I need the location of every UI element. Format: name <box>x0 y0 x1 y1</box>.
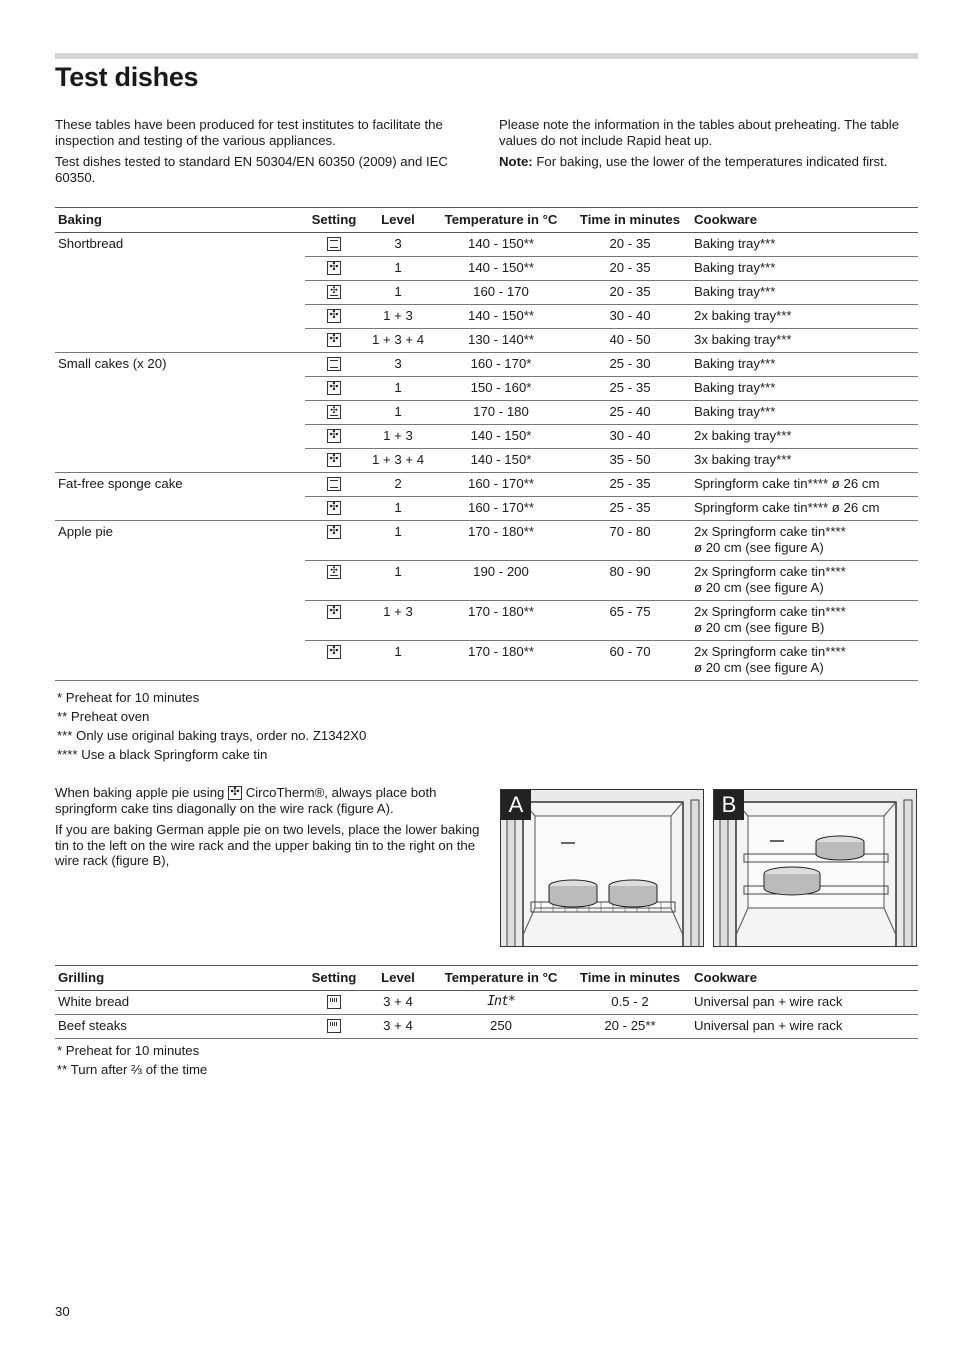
dish-name <box>55 425 305 449</box>
column-header: Grilling <box>55 966 305 991</box>
table-row <box>55 497 918 521</box>
time-cell: 25 - 35 <box>569 497 691 521</box>
circotherm-icon <box>327 501 341 515</box>
cookware-cell: Universal pan + wire rack <box>691 991 918 1015</box>
cookware-line: 2x Springform cake tin**** <box>694 564 846 579</box>
temperature-cell: 170 - 180** <box>433 521 569 561</box>
level-cell: 1 + 3 + 4 <box>363 449 433 473</box>
temperature-cell: 140 - 150* <box>433 425 569 449</box>
cookware-cell <box>691 353 918 377</box>
setting-cell <box>305 425 363 449</box>
text-run: CircoTherm®, always place both springform cake tins diagonally on the wire rack (figure A). <box>55 785 437 816</box>
column-header: Temperature in °C <box>433 208 569 233</box>
dish-name <box>55 641 305 681</box>
level-cell: 1 <box>363 641 433 681</box>
level-cell: 1 + 3 + 4 <box>363 329 433 353</box>
setting-cell <box>305 641 363 681</box>
cookware-line: Baking tray*** <box>694 356 776 371</box>
time-cell: 25 - 35 <box>569 377 691 401</box>
table-row <box>55 641 918 681</box>
page-number: 30 <box>55 1304 70 1319</box>
time-cell: 30 - 40 <box>569 305 691 329</box>
level-cell: 3 <box>363 353 433 377</box>
setting-cell <box>305 497 363 521</box>
page-title: Test dishes <box>55 62 199 92</box>
setting-cell <box>305 521 363 561</box>
level-cell: 1 + 3 <box>363 305 433 329</box>
dish-name <box>55 305 305 329</box>
cookware-line: Springform cake tin**** ø 26 cm <box>694 476 880 491</box>
cookware-cell <box>691 601 918 641</box>
setting-cell <box>305 377 363 401</box>
cookware-line: 2x Springform cake tin**** <box>694 644 846 659</box>
level-cell: 3 + 4 <box>363 991 433 1015</box>
cookware-cell <box>691 521 918 561</box>
dish-name <box>55 497 305 521</box>
temperature-cell: 170 - 180** <box>433 641 569 681</box>
pizza-setting-icon <box>327 405 341 419</box>
circotherm-icon <box>327 429 341 443</box>
full-grill-icon <box>327 995 341 1009</box>
temperature-cell: 140 - 150** <box>433 233 569 257</box>
intro-left <box>55 117 470 191</box>
dish-name: Beef steaks <box>55 1015 305 1039</box>
level-cell: 1 <box>363 257 433 281</box>
setting-cell <box>305 305 363 329</box>
cookware-cell <box>691 281 918 305</box>
table-row <box>55 473 918 497</box>
table-row <box>55 561 918 601</box>
instruction-paragraph <box>55 785 480 816</box>
setting-cell <box>305 561 363 601</box>
dish-name: Small cakes (x 20) <box>58 356 167 371</box>
column-header: Cookware <box>691 966 918 991</box>
top-bottom-heat-icon <box>327 477 341 491</box>
table-row <box>55 233 918 257</box>
cookware-line: Springform cake tin**** ø 26 cm <box>694 500 880 515</box>
cookware-line: Baking tray*** <box>694 236 776 251</box>
column-header: Cookware <box>691 208 918 233</box>
level-cell: 1 + 3 <box>363 425 433 449</box>
setting-cell <box>305 991 363 1015</box>
circotherm-icon <box>327 381 341 395</box>
figure-b <box>713 789 917 947</box>
temperature-cell: 250 <box>433 1015 569 1039</box>
cookware-cell <box>691 305 918 329</box>
time-cell: 35 - 50 <box>569 449 691 473</box>
setting-cell <box>305 281 363 305</box>
table-row <box>55 991 918 1015</box>
cookware-line: 3x baking tray*** <box>694 452 792 467</box>
time-cell: 65 - 75 <box>569 601 691 641</box>
cookware-line: ø 20 cm (see figure A) <box>694 660 824 675</box>
cookware-cell <box>691 377 918 401</box>
setting-cell <box>305 233 363 257</box>
time-cell: 70 - 80 <box>569 521 691 561</box>
table-row <box>55 521 918 561</box>
temperature-cell: 160 - 170** <box>433 497 569 521</box>
table-row <box>55 281 918 305</box>
column-header: Time in minutes <box>569 208 691 233</box>
table-row <box>55 449 918 473</box>
dish-name <box>55 561 305 601</box>
setting-cell <box>305 449 363 473</box>
level-cell: 3 + 4 <box>363 1015 433 1039</box>
temperature-cell: 170 - 180 <box>433 401 569 425</box>
time-cell: 25 - 30 <box>569 353 691 377</box>
figure-label: B <box>714 790 744 820</box>
table-row <box>55 377 918 401</box>
level-cell: 1 <box>363 281 433 305</box>
time-cell: 20 - 25** <box>569 1015 691 1039</box>
table-header-row <box>55 966 918 991</box>
column-header: Time in minutes <box>569 966 691 991</box>
table-row <box>55 329 918 353</box>
pizza-setting-icon <box>327 285 341 299</box>
table-row <box>55 1015 918 1039</box>
note-paragraph <box>499 154 914 170</box>
cookware-line: 2x Springform cake tin**** <box>694 604 846 619</box>
intro-right <box>499 117 914 176</box>
temperature-cell: 140 - 150** <box>433 305 569 329</box>
temperature-cell: 160 - 170* <box>433 353 569 377</box>
time-cell: 60 - 70 <box>569 641 691 681</box>
setting-cell <box>305 257 363 281</box>
figure-label: A <box>501 790 531 820</box>
text-run: When baking apple pie using <box>55 785 229 800</box>
table-row <box>55 401 918 425</box>
cookware-line: 2x baking tray*** <box>694 308 792 323</box>
temperature-cell: 140 - 150** <box>433 257 569 281</box>
level-cell: 1 <box>363 561 433 601</box>
level-cell: 1 <box>363 497 433 521</box>
setting-cell <box>305 1015 363 1039</box>
table-row <box>55 305 918 329</box>
intro-paragraph: Please note the information in the tables about preheating. The table values do not include Rapid heat up. <box>499 117 900 148</box>
cookware-line: Baking tray*** <box>694 404 776 419</box>
circotherm-icon <box>327 645 341 659</box>
dish-name: Fat-free sponge cake <box>58 476 183 491</box>
time-cell: 20 - 35 <box>569 233 691 257</box>
table-row <box>55 601 918 641</box>
dish-name <box>55 329 305 353</box>
dish-name <box>55 401 305 425</box>
cookware-cell: Universal pan + wire rack <box>691 1015 918 1039</box>
top-bottom-heat-icon <box>327 357 341 371</box>
time-cell: 30 - 40 <box>569 425 691 449</box>
column-header: Baking <box>55 208 305 233</box>
cookware-line: ø 20 cm (see figure A) <box>694 580 824 595</box>
temperature-cell: 130 - 140** <box>433 329 569 353</box>
cookware-cell <box>691 233 918 257</box>
column-header: Level <box>363 208 433 233</box>
level-cell: 1 + 3 <box>363 601 433 641</box>
setting-cell <box>305 401 363 425</box>
dish-name: Apple pie <box>58 524 113 539</box>
cookware-line: ø 20 cm (see figure A) <box>694 540 824 555</box>
time-cell: 20 - 35 <box>569 257 691 281</box>
table-row <box>55 257 918 281</box>
intro-paragraph: These tables have been produced for test institutes to facilitate the inspection and testing of the various appliances. <box>55 117 443 148</box>
setting-cell <box>305 353 363 377</box>
cookware-cell <box>691 257 918 281</box>
temperature-cell: Int* <box>433 991 569 1015</box>
footnote: ** Turn after ⅔ of the time <box>57 1062 208 1077</box>
dish-name: White bread <box>55 991 305 1015</box>
setting-cell <box>305 473 363 497</box>
baking-table <box>55 207 918 681</box>
circotherm-icon <box>327 309 341 323</box>
grilling-table <box>55 965 918 1039</box>
temperature-cell: 150 - 160* <box>433 377 569 401</box>
time-cell: 80 - 90 <box>569 561 691 601</box>
dish-name <box>55 449 305 473</box>
note-label: Note: <box>499 154 533 169</box>
cookware-line: 3x baking tray*** <box>694 332 792 347</box>
cookware-cell <box>691 473 918 497</box>
time-cell: 25 - 40 <box>569 401 691 425</box>
temperature-cell: 140 - 150* <box>433 449 569 473</box>
oven-illustration-a <box>501 790 704 947</box>
circotherm-icon <box>327 261 341 275</box>
time-cell: 0.5 - 2 <box>569 991 691 1015</box>
oven-illustration-b <box>714 790 917 947</box>
figure-a <box>500 789 704 947</box>
table-row <box>55 353 918 377</box>
cookware-cell <box>691 329 918 353</box>
level-cell: 2 <box>363 473 433 497</box>
cookware-cell <box>691 425 918 449</box>
cookware-cell <box>691 497 918 521</box>
level-cell: 3 <box>363 233 433 257</box>
baking-footnotes <box>57 688 366 764</box>
dish-name <box>55 281 305 305</box>
setting-cell <box>305 329 363 353</box>
column-header: Temperature in °C <box>433 966 569 991</box>
cookware-line: ø 20 cm (see figure B) <box>694 620 825 635</box>
column-header: Level <box>363 966 433 991</box>
temperature-cell: 170 - 180** <box>433 601 569 641</box>
dish-name <box>55 257 305 281</box>
circotherm-icon <box>228 786 242 800</box>
header-rule <box>55 53 918 59</box>
table-header-row <box>55 208 918 233</box>
setting-cell <box>305 601 363 641</box>
level-cell: 1 <box>363 377 433 401</box>
footnote: ** Preheat oven <box>57 709 150 724</box>
time-cell: 20 - 35 <box>569 281 691 305</box>
cookware-line: 2x Springform cake tin**** <box>694 524 846 539</box>
footnote: * Preheat for 10 minutes <box>57 690 200 705</box>
circotherm-icon <box>327 525 341 539</box>
pizza-setting-icon <box>327 565 341 579</box>
cookware-cell <box>691 401 918 425</box>
cookware-line: Baking tray*** <box>694 380 776 395</box>
temperature-cell: 190 - 200 <box>433 561 569 601</box>
circotherm-icon <box>327 605 341 619</box>
dish-name <box>55 601 305 641</box>
cookware-cell <box>691 561 918 601</box>
footnote: * Preheat for 10 minutes <box>57 1043 200 1058</box>
circotherm-icon <box>327 453 341 467</box>
time-cell: 25 - 35 <box>569 473 691 497</box>
cookware-cell <box>691 449 918 473</box>
level-cell: 1 <box>363 521 433 561</box>
dish-name: Shortbread <box>58 236 124 251</box>
temperature-cell: 160 - 170** <box>433 473 569 497</box>
column-header: Setting <box>305 966 363 991</box>
table-row <box>55 425 918 449</box>
cookware-cell <box>691 641 918 681</box>
intro-paragraph: Test dishes tested to standard EN 50304/EN 60350 (2009) and IEC 60350. <box>55 154 448 185</box>
cookware-line: Baking tray*** <box>694 260 776 275</box>
temperature-cell: 160 - 170 <box>433 281 569 305</box>
time-cell: 40 - 50 <box>569 329 691 353</box>
dish-name <box>55 377 305 401</box>
full-grill-icon <box>327 1019 341 1033</box>
top-bottom-heat-icon <box>327 237 341 251</box>
footnote: **** Use a black Springform cake tin <box>57 747 268 762</box>
cookware-line: 2x baking tray*** <box>694 428 792 443</box>
instruction-paragraph: If you are baking German apple pie on two levels, place the lower baking tin to the left on the wire rack and the upper baking tin to the right on the wire rack (figure B), <box>55 822 480 868</box>
column-header: Setting <box>305 208 363 233</box>
note-text: For baking, use the lower of the temperatures indicated first. <box>532 154 888 169</box>
footnote: *** Only use original baking trays, order no. Z1342X0 <box>57 728 367 743</box>
apple-pie-instructions <box>55 785 480 875</box>
cookware-line: Baking tray*** <box>694 284 776 299</box>
level-cell: 1 <box>363 401 433 425</box>
grilling-footnotes <box>57 1041 207 1079</box>
circotherm-icon <box>327 333 341 347</box>
